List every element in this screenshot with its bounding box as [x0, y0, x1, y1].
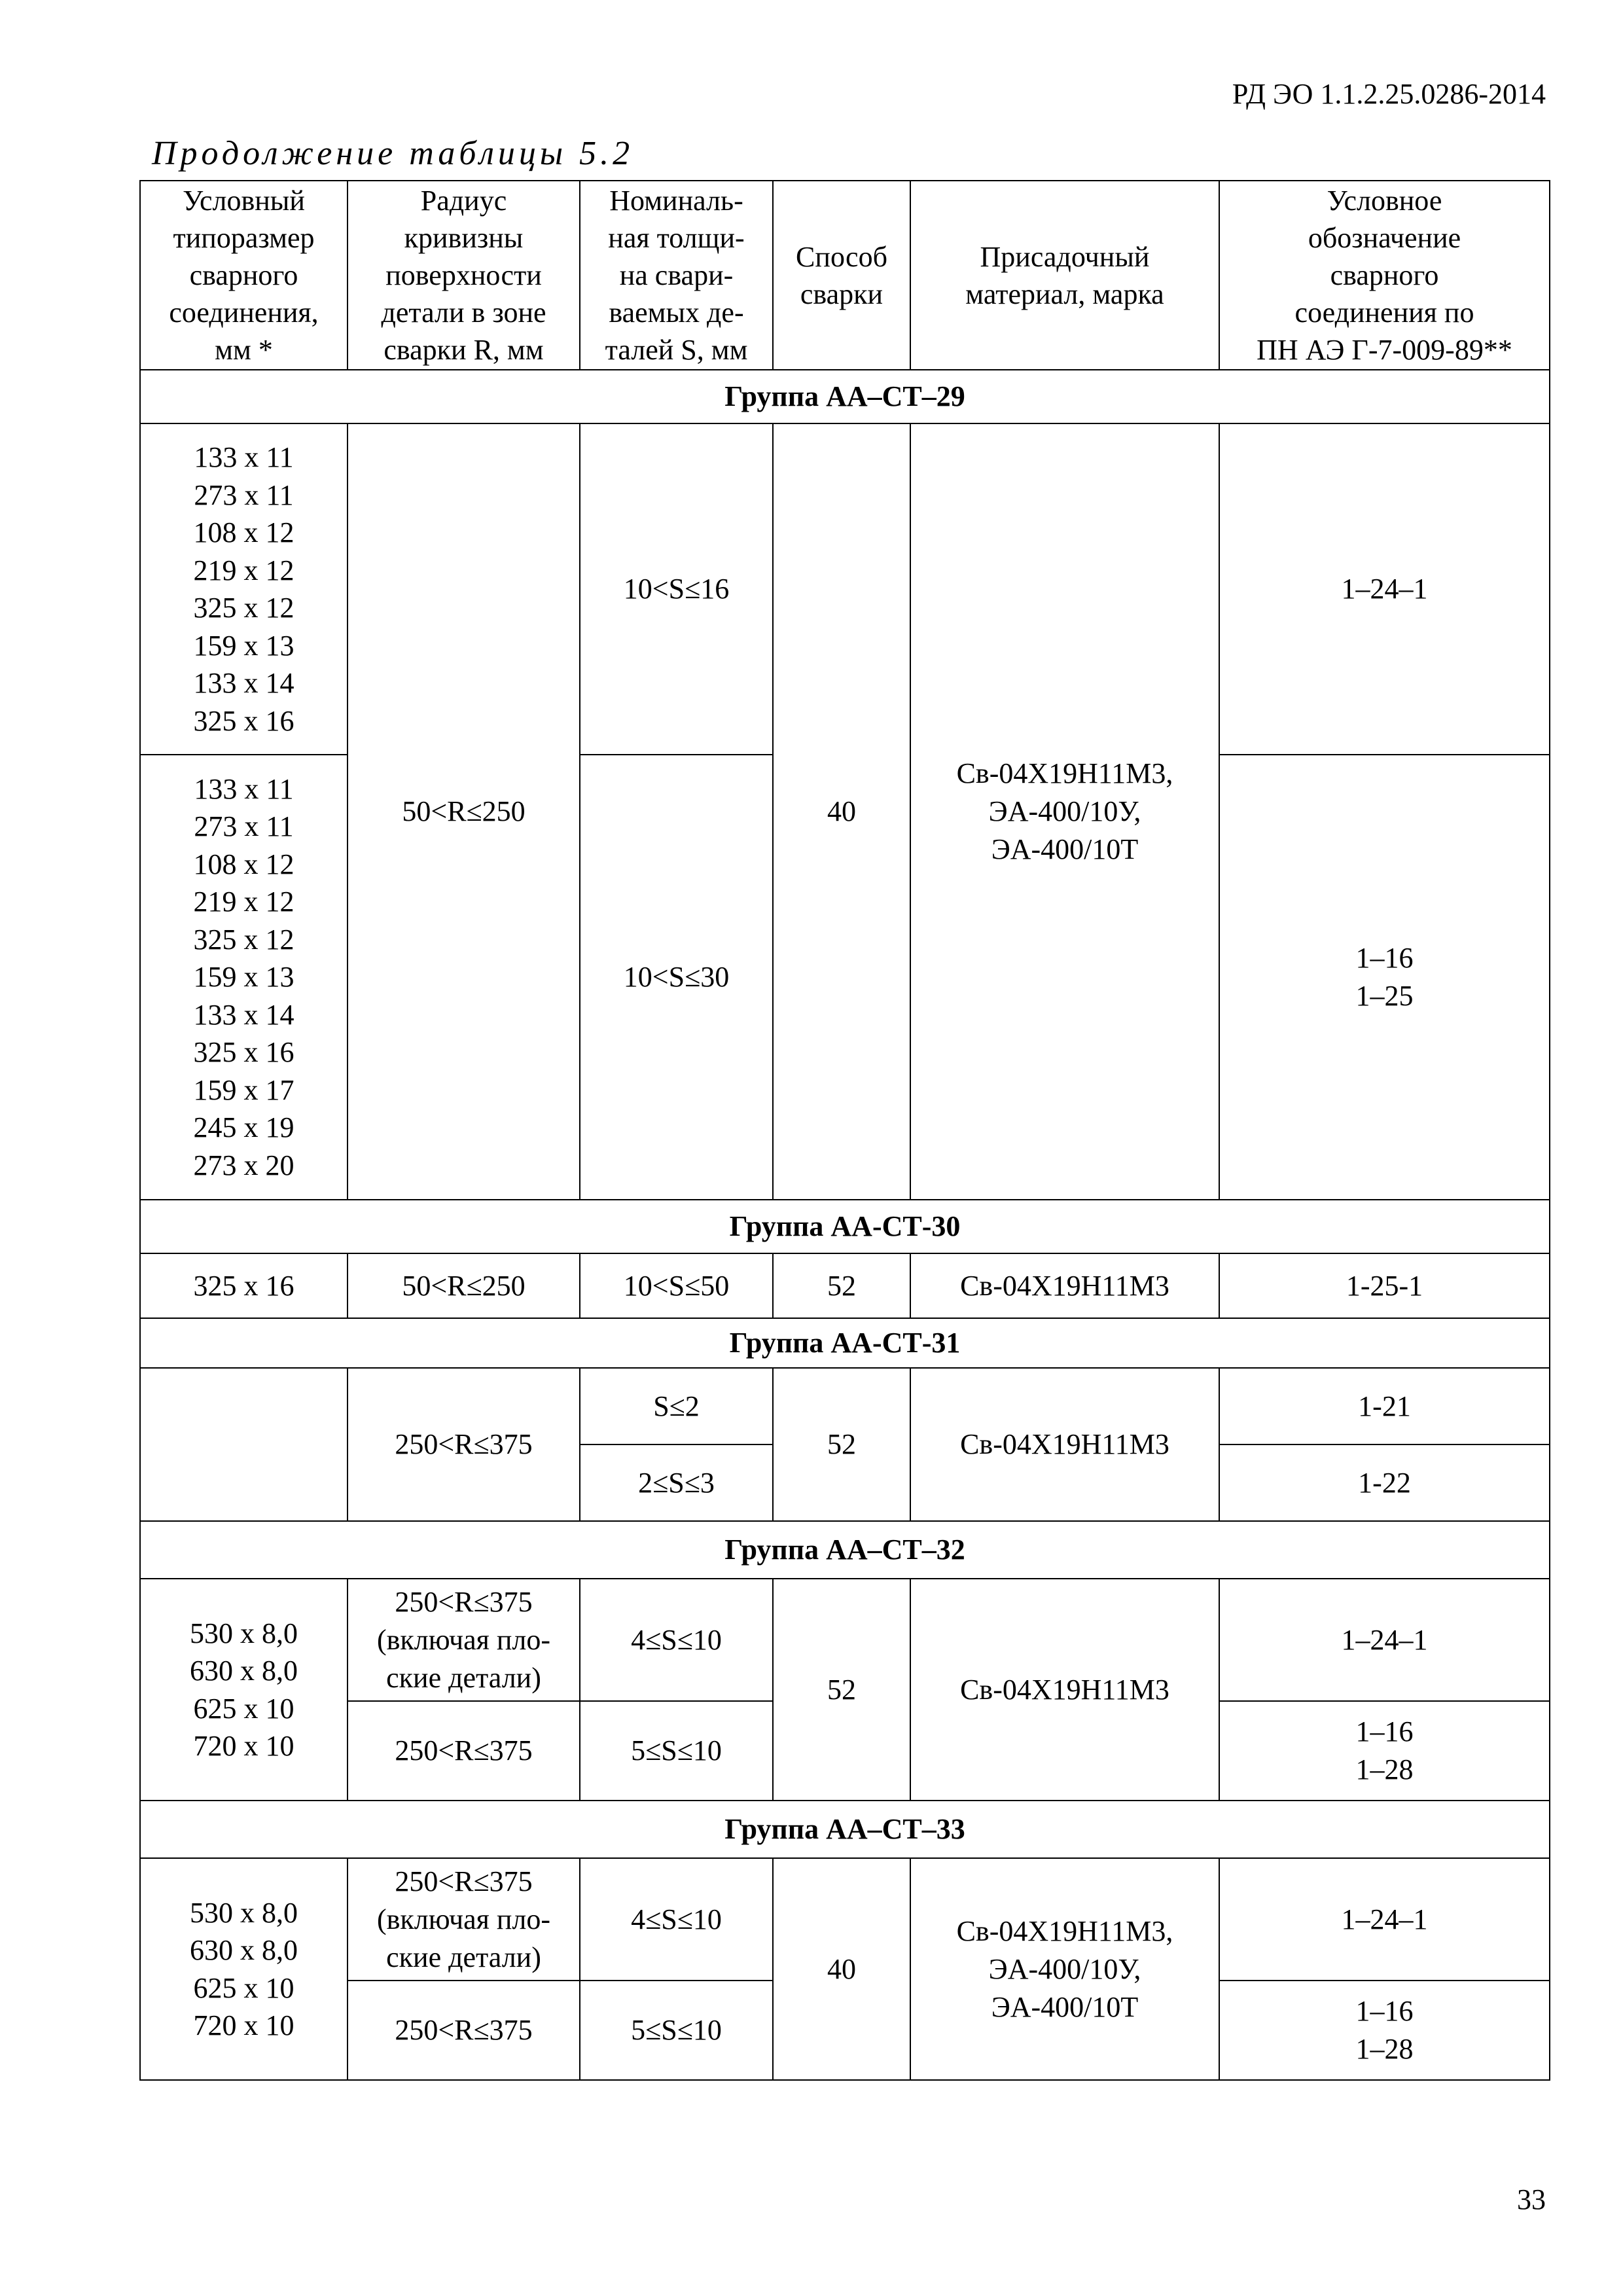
text-line: 720 х 10: [193, 2009, 294, 2041]
radius-cell: 250<R≤375: [348, 1368, 580, 1521]
text-line: Радиус: [420, 185, 507, 217]
designation-cell: [1219, 1579, 1550, 1701]
text-line: 530 х 8,0: [190, 1896, 298, 1929]
radius-cell: [348, 1579, 580, 1701]
size-list: [140, 1579, 348, 1801]
text-line: ЭА-400/10У,: [988, 1952, 1141, 1985]
text-line: 1–24–1: [1341, 573, 1428, 605]
text-line: ские детали): [386, 1661, 541, 1694]
group-row: [140, 1318, 1550, 1368]
size-cell: 325 х 16: [140, 1253, 348, 1318]
thickness-cell: 10<S≤50: [580, 1253, 773, 1318]
text-line: ЭА-400/10Т: [991, 833, 1139, 865]
text-line: поверхности: [385, 259, 542, 291]
text-line: 159 х 13: [193, 961, 294, 994]
text-line: Условное: [1327, 185, 1442, 217]
text-line: 720 х 10: [193, 1730, 294, 1762]
text-line: кривизны: [404, 222, 524, 254]
text-line: (включая пло-: [376, 1623, 550, 1656]
designation-cell: [1219, 423, 1550, 755]
filler-cell: [910, 423, 1219, 1200]
text-line: 133 х 14: [193, 667, 294, 699]
col-header-filler: [910, 181, 1219, 370]
col-header-method: [773, 181, 910, 370]
group-title: Группа АА–СТ–29: [140, 370, 1550, 423]
thickness-cell: 4≤S≤10: [580, 1858, 773, 1981]
size-cell: [140, 1368, 348, 1521]
designation-cell: 1-21: [1219, 1368, 1550, 1444]
text-line: мм *: [215, 334, 273, 366]
size-list: [140, 423, 348, 755]
group-row: [140, 1801, 1550, 1858]
text-line: ваемых де-: [609, 296, 744, 329]
text-line: 630 х 8,0: [190, 1934, 298, 1966]
col-header-designation: [1219, 181, 1550, 370]
designation-cell: [1219, 755, 1550, 1200]
text-line: талей S, мм: [605, 334, 748, 366]
text-line: на свари-: [619, 259, 734, 291]
text-line: 133 х 14: [193, 998, 294, 1031]
group-title: Группа АА–СТ–32: [140, 1521, 1550, 1579]
designation-cell: 1-25-1: [1219, 1253, 1550, 1318]
filler-cell: [910, 1858, 1219, 2080]
text-line: 630 х 8,0: [190, 1655, 298, 1687]
method-cell: 52: [773, 1253, 910, 1318]
text-line: ЭА-400/10У,: [988, 795, 1141, 827]
col-header-thickness: [580, 181, 773, 370]
thickness-cell: 2≤S≤3: [580, 1444, 773, 1521]
thickness-cell: 5≤S≤10: [580, 1701, 773, 1801]
text-line: 219 х 12: [193, 554, 294, 586]
method-cell: 40: [773, 423, 910, 1200]
welding-spec-table: [139, 180, 1550, 2081]
text-line: 108 х 12: [193, 848, 294, 880]
text-line: 250<R≤375: [395, 1585, 533, 1618]
thickness-cell: S≤2: [580, 1368, 773, 1444]
radius-cell: 50<R≤250: [348, 1253, 580, 1318]
text-line: Св-04Х19Н11М3,: [956, 757, 1173, 789]
header-row: [140, 181, 1550, 370]
group-row: [140, 370, 1550, 423]
radius-cell: 250<R≤375: [348, 1981, 580, 2080]
text-line: 133 х 11: [194, 441, 294, 473]
text-line: Номиналь-: [609, 185, 743, 217]
text-line: ная толщи-: [608, 222, 745, 254]
text-line: 273 х 20: [193, 1149, 294, 1181]
document-code: РД ЭО 1.1.2.25.0286-2014: [1232, 78, 1546, 110]
text-line: 273 х 11: [194, 810, 294, 843]
text-line: материал, марка: [965, 278, 1164, 310]
text-line: 1–28: [1355, 2033, 1414, 2065]
text-line: Присадочный: [980, 240, 1150, 273]
text-line: сварного: [1330, 259, 1439, 291]
method-cell: 52: [773, 1579, 910, 1801]
text-line: 625 х 10: [193, 1692, 294, 1725]
text-line: 1–16: [1355, 1715, 1414, 1748]
text-line: ские детали): [386, 1941, 541, 1973]
radius-cell: [348, 1858, 580, 1981]
text-line: 1–16: [1355, 942, 1414, 974]
text-line: ЭА-400/10Т: [991, 1990, 1139, 2023]
col-header-size: [140, 181, 348, 370]
text-line: Способ: [796, 240, 887, 273]
text-line: 250<R≤375: [395, 1865, 533, 1897]
group-title: Группа АА-СТ-31: [140, 1318, 1550, 1368]
text-line: 1–16: [1355, 1995, 1414, 2027]
filler-cell: Св-04Х19Н11М3: [910, 1253, 1219, 1318]
filler-cell: Св-04Х19Н11М3: [910, 1368, 1219, 1521]
text-line: Условный: [183, 185, 305, 217]
text-line: 530 х 8,0: [190, 1617, 298, 1649]
text-line: 108 х 12: [193, 516, 294, 548]
text-line: обозначение: [1308, 222, 1461, 254]
filler-cell: Св-04Х19Н11М3: [910, 1579, 1219, 1801]
group-title: Группа АА–СТ–33: [140, 1801, 1550, 1858]
text-line: 133 х 11: [194, 772, 294, 805]
text-line: 273 х 11: [194, 478, 294, 511]
text-line: 159 х 13: [193, 629, 294, 662]
text-line: (включая пло-: [376, 1903, 550, 1935]
text-line: 325 х 12: [193, 592, 294, 624]
group-row: [140, 1200, 1550, 1253]
method-cell: 40: [773, 1858, 910, 2080]
group-row: [140, 1521, 1550, 1579]
text-line: 625 х 10: [193, 1971, 294, 2004]
thickness-cell: 5≤S≤10: [580, 1981, 773, 2080]
text-line: 1–25: [1355, 980, 1414, 1012]
text-line: Св-04Х19Н11М3,: [956, 1914, 1173, 1947]
text-line: соединения,: [169, 296, 319, 329]
text-line: сварки: [800, 278, 883, 310]
text-line: 1–24–1: [1341, 1623, 1428, 1656]
radius-cell: 50<R≤250: [348, 423, 580, 1200]
designation-cell: [1219, 1701, 1550, 1801]
page-number: 33: [1517, 2183, 1546, 2215]
text-line: 325 х 16: [193, 1036, 294, 1069]
thickness-cell: 10<S≤16: [580, 423, 773, 755]
thickness-cell: 4≤S≤10: [580, 1579, 773, 1701]
table-continuation-title: Продолжение таблицы 5.2: [152, 135, 634, 172]
text-line: соединения по: [1294, 296, 1474, 329]
thickness-cell: 10<S≤30: [580, 755, 773, 1200]
method-cell: 52: [773, 1368, 910, 1521]
text-line: сварки R, мм: [383, 334, 544, 366]
text-line: ПН АЭ Г-7-009-89**: [1257, 334, 1512, 366]
text-line: 219 х 12: [193, 886, 294, 918]
designation-cell: [1219, 1981, 1550, 2080]
radius-cell: 250<R≤375: [348, 1701, 580, 1801]
size-list: [140, 1858, 348, 2080]
text-line: 1–24–1: [1341, 1903, 1428, 1935]
text-line: типоразмер: [173, 222, 315, 254]
text-line: 159 х 17: [193, 1073, 294, 1106]
text-line: детали в зоне: [381, 296, 546, 329]
text-line: 245 х 19: [193, 1111, 294, 1144]
text-line: сварного: [189, 259, 298, 291]
text-line: 1–28: [1355, 1753, 1414, 1785]
group-title: Группа АА-СТ-30: [140, 1200, 1550, 1253]
size-list: [140, 755, 348, 1200]
designation-cell: 1-22: [1219, 1444, 1550, 1521]
text-line: 325 х 12: [193, 923, 294, 956]
col-header-radius: [348, 181, 580, 370]
designation-cell: [1219, 1858, 1550, 1981]
text-line: 325 х 16: [193, 704, 294, 737]
